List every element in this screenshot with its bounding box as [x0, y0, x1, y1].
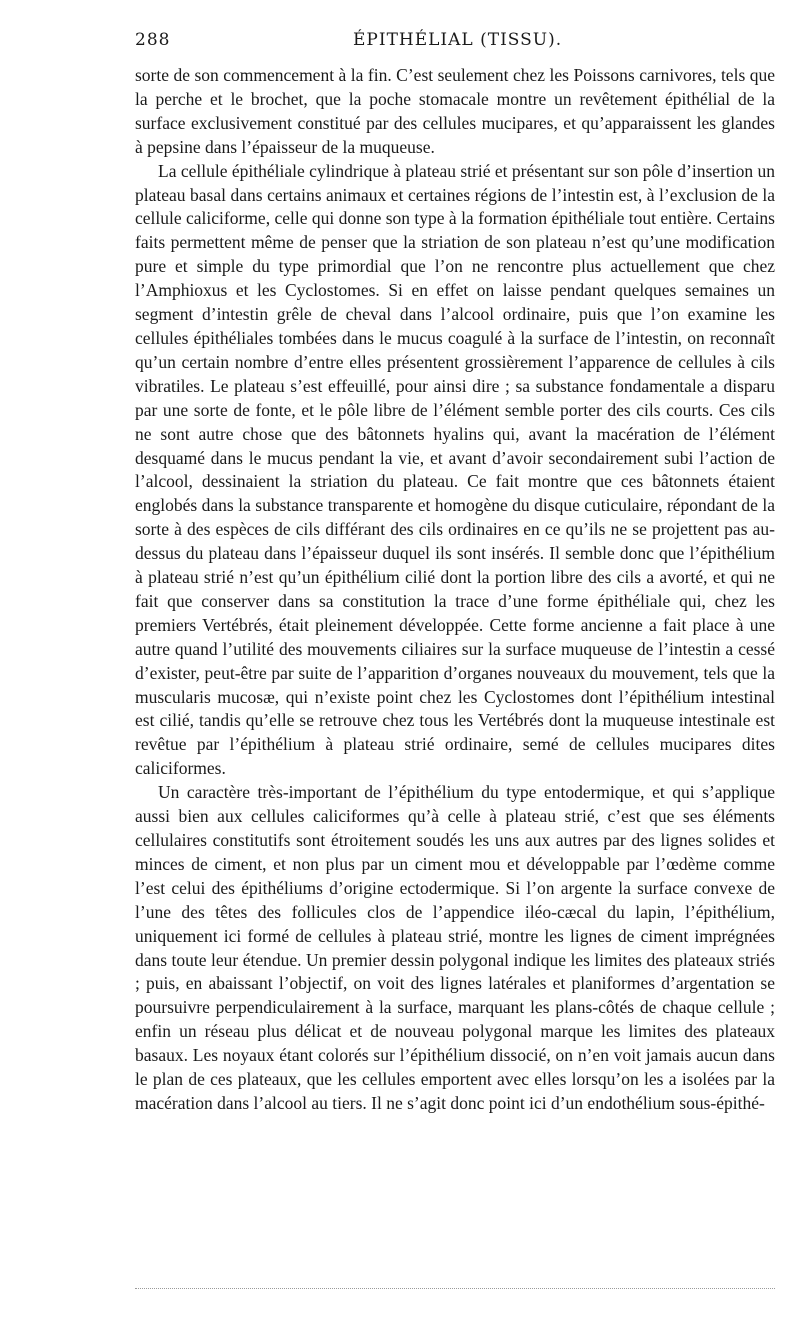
footer-rule [135, 1288, 775, 1289]
page-number: 288 [135, 30, 171, 50]
page-header [135, 30, 775, 54]
paragraph: Un caractère très-important de l’épithélium du type entodermique, et qui s’applique aussi bien aux cellules caliciformes qu’à celle à plateau strié, c’est que ses éléments cellulaires constitutifs sont étroitement soudés les uns aux autres par des lignes solides et minces de ciment, et non plus par un ciment mou et développable par l’œdème comme l’est celui des épithéliums d’origine ectodermique. Si l’on argente la surface convexe de l’une des têtes des follicules clos de l’appendice iléo-cæcal du lapin, l’épithélium, uniquement ici formé de cellules à plateau strié, montre les lignes de ciment imprégnées dans toute leur étendue. Un premier dessin polygonal indique les limites des plateaux striés ; puis, en abaissant l’objectif, on voit des lignes latérales et planiformes d’argentation se poursuivre perpendiculairement à la surface, marquant les plans-côtés de chaque cellule ; enfin un réseau plus délicat et de nouveau polygonal marque les limites des plateaux basaux. Les noyaux étant colorés sur l’épithélium dissocié, on n’en voit jamais aucun dans le plan de ces plateaux, que les cellules emportent avec elles lorsqu’on les a isolées par la macération dans l’alcool au tiers. Il ne s’agit donc point ici d’un endothélium sous-épithé- [135, 782, 775, 1113]
running-title: ÉPITHÉLIAL (TISSU). [353, 30, 563, 50]
paragraph: sorte de son commencement à la fin. C’est seulement chez les Poissons carnivores, tels que la perche et le brochet, que la poche stomacale montre un revêtement épithélial de la surface exclusivement constitué par des cellules mucipares, et qu’apparaissent les glandes à pepsine dans l’épaisseur de la muqueuse. [135, 65, 775, 157]
body-text [135, 64, 775, 1116]
paragraph: La cellule épithéliale cylindrique à plateau strié et présentant sur son pôle d’insertion un plateau basal dans certains animaux et certaines régions de l’intestin est, à l’exclusion de la cellule caliciforme, celle qui donne son type à la formation épithéliale tout entière. Certains faits permettent même de penser que la striation de son plateau n’est qu’une modification pure et simple du type primordial que l’on ne rencontre plus actuellement que chez l’Amphioxus et les Cyclostomes. Si en effet on laisse pendant quelques semaines un segment d’intestin grêle de cheval dans l’alcool ordinaire, puis que l’on examine les cellules épithéliales tombées dans le mucus coagulé à la surface de l’intestin, on reconnaît qu’un certain nombre d’entre elles présentent grossièrement l’apparence de cellules à cils vibratiles. Le plateau s’est effeuillé, pour ainsi dire ; sa substance fondamentale a disparu par une sorte de fonte, et le pôle libre de l’élément semble porter des cils courts. Ces cils ne sont autre chose que des bâtonnets hyalins qui, avant la macération de l’élément desquamé dans le mucus pendant la vie, et avant d’avoir secondairement subi l’action de l’alcool, dessinaient la striation du plateau. Ce fait montre que ces bâtonnets étaient englobés dans la substance transparente et homogène du disque cuticulaire, répondant de la sorte à des espèces de cils différant des cils ordinaires en ce qu’ils ne se projettent pas au-dessus du plateau dans l’épaisseur duquel ils sont insérés. Il semble donc que l’épithélium à plateau strié n’est qu’un épithélium cilié dont la portion libre des cils a avorté, et qui ne fait que conserver dans sa constitution la trace d’une forme épithéliale qui, chez les premiers Vertébrés, était pleinement développée. Cette forme ancienne a fait place à une autre quand l’utilité des mouvements ciliaires sur la surface muqueuse de l’intestin a cessé d’exister, peut-être par suite de l’apparition d’organes nouveaux du mouvement, tels que la muscularis mucosæ, qui n’existe point chez les Cyclostomes dont l’épithélium intestinal est cilié, tandis qu’elle se retrouve chez tous les Vertébrés dont la muqueuse intestinale est revêtue par l’épithélium à plateau strié ordinaire, semé de cellules mucipares dites caliciformes. [135, 160, 775, 779]
